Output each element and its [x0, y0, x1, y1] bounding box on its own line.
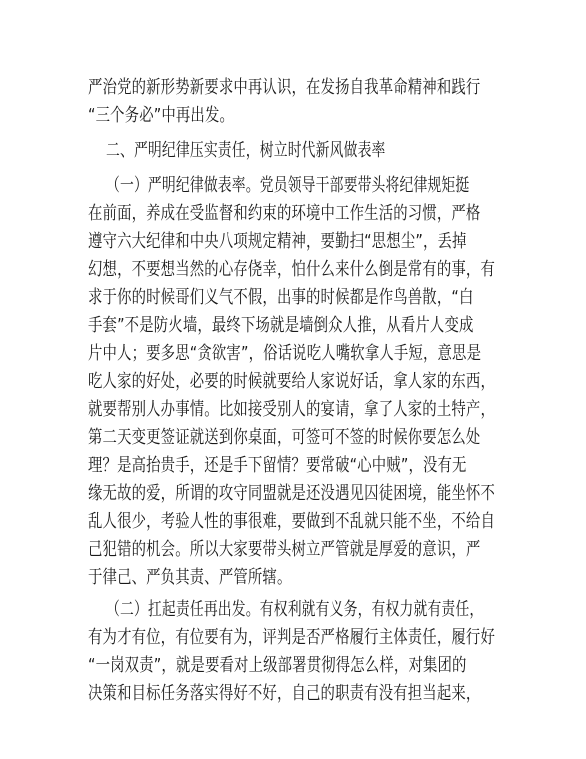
paragraph-line: 片中人；要多思“贪欲害”，俗话说吃人嘴软拿人手短，意思是: [88, 343, 482, 364]
paragraph-line: 于律己、严负其责、严管所辖。: [88, 567, 292, 588]
paragraph-line: 乱人很少，考验人性的事很难，要做到不乱就只能不坐，不给自: [88, 511, 495, 532]
paragraph-line: 遵守六大纪律和中央八项规定精神，要勤扫“思想尘”，丢掉: [88, 231, 467, 252]
paragraph-line: “三个务必”中再出发。: [88, 105, 235, 126]
paragraph-line: 有为才有位，有位要有为，评判是否严格履行主体责任，履行好: [88, 627, 495, 648]
paragraph-line: 幻想，不要想当然的心存侥幸，怕什么来什么倒是常有的事，有: [88, 259, 495, 280]
paragraph-line: 就要帮别人办事情。比如接受别人的宴请，拿了人家的土特产，: [88, 399, 495, 420]
section-heading: 二、严明纪律压实责任，树立时代新风做表率: [106, 140, 386, 161]
paragraph-line: 严治党的新形势新要求中再认识，在发扬自我革命精神和践行: [88, 77, 481, 98]
paragraph-line: 手套”不是防火墙，最终下场就是墙倒众人推，从看片人变成: [88, 315, 474, 336]
paragraph-line: 在前面，养成在受监督和约束的环境中工作生活的习惯，严格: [88, 203, 481, 224]
paragraph-line: （二）扛起责任再出发。有权利就有义务，有权力就有责任，: [106, 599, 484, 620]
paragraph-line: （一）严明纪律做表率。党员领导干部要带头将纪律规矩挺: [106, 175, 470, 196]
paragraph-line: 决策和目标任务落实得好不好，自己的职责有没有担当起来，: [88, 683, 481, 704]
paragraph-line: 吃人家的好处，必要的时候就要给人家说好话，拿人家的东西，: [88, 371, 495, 392]
paragraph-line: 理？是高抬贵手，还是手下留情？要常破“心中贼”，没有无: [88, 455, 467, 476]
paragraph-line: 己犯错的机会。所以大家要带头树立严管就是厚爱的意识，严: [88, 539, 481, 560]
paragraph-line: 求于你的时候哥们义气不假，出事的时候都是作鸟兽散，“白: [88, 287, 474, 308]
paragraph-line: 缘无故的爱，所谓的攻守同盟就是还没遇见囚徒困境，能坐怀不: [88, 483, 495, 504]
paragraph-line: “一岗双责”，就是要看对上级部署贯彻得怎么样，对集团的: [88, 655, 467, 676]
paragraph-line: 第二天变更签证就送到你桌面，可签可不签的时候你要怎么处: [88, 427, 481, 448]
